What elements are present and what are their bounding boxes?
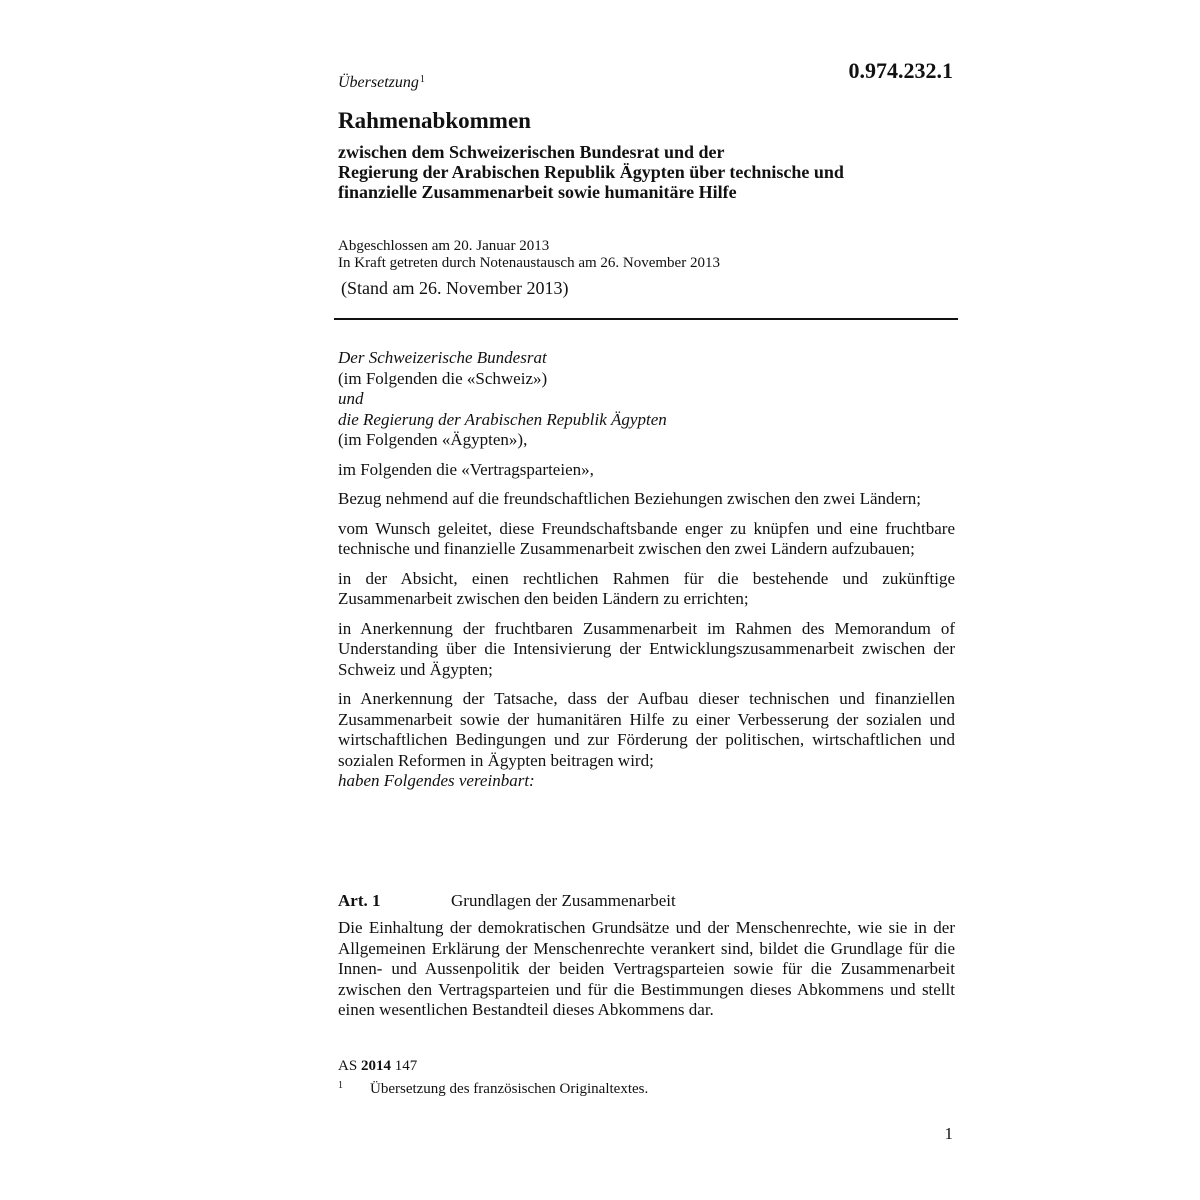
- party-1-note: (im Folgenden die «Schweiz»): [338, 368, 548, 388]
- sr-number: 0.974.232.1: [848, 58, 953, 83]
- party-2-note: (im Folgenden «Ägypten»),: [338, 430, 528, 449]
- subtitle-line: finanzielle Zusammenarbeit sowie humanitäre Hilfe: [338, 182, 737, 202]
- footnote-text: Übersetzung des französischen Originaltextes.: [370, 1081, 649, 1097]
- document-title: Rahmenabkommen: [338, 108, 531, 133]
- as-year: 2014: [360, 1058, 391, 1074]
- translation-label-text: Übersetzung: [338, 74, 419, 91]
- preamble-paragraph: in der Absicht, einen rechtlichen Rahmen für die bestehende und zukünftige Zusammenarbeit zwischen den beiden Ländern zu errichten;: [338, 568, 955, 608]
- as-reference: [338, 1058, 417, 1075]
- article-1-body: Die Einhaltung der demokratischen Grundsätze und der Menschenrechte, wie sie in der Allgemeinen Erklärung der Menschenrechte verankert sind, bildet die Grundlage für die Innen- und Aussenpolitik der beiden Vertragsparteien sowie für die Zusammenarbeit zwischen den Vertragsparteien und für die Bestimmungen dieses Abkommens und stellt einen wesentlichen Bestandteil dieses Abkommens dar.: [338, 918, 955, 1019]
- footnote-mark: 1: [338, 1080, 343, 1091]
- document-subtitle: [338, 142, 958, 202]
- preamble-paragraph: vom Wunsch geleitet, diese Freundschaftsbande enger zu knüpfen und eine fruchtbare technische und finanzielle Zusammenarbeit zwischen den zwei Ländern aufzubauen;: [338, 518, 955, 558]
- subtitle-line: Regierung der Arabischen Republik Ägypten über technische und: [338, 162, 844, 182]
- preamble-paragraph: Bezug nehmend auf die freundschaftlichen Beziehungen zwischen den zwei Ländern;: [338, 489, 921, 508]
- preamble-paragraph: in Anerkennung der Tatsache, dass der Aufbau dieser technischen und finanziellen Zusammenarbeit sowie der humanitären Hilfe zu einer Verbesserung der sozialen und wirtschaftlichen Bedingungen und zur Förderung der politischen, wirtschaftlichen und sozialen Reformen in Ägypten beitragen wird;: [338, 689, 955, 770]
- concluded-date: Abgeschlossen am 20. Januar 2013: [338, 238, 550, 254]
- translation-footnote-mark[interactable]: 1: [419, 74, 425, 85]
- status-date: (Stand am 26. November 2013): [341, 278, 569, 298]
- as-page: 147: [394, 1058, 418, 1074]
- subtitle-line: zwischen dem Schweizerischen Bundesrat und der: [338, 142, 725, 162]
- article-1-heading: [338, 891, 676, 911]
- page-number: 1: [944, 1124, 953, 1143]
- preamble-closing: haben Folgendes vereinbart:: [338, 771, 535, 790]
- footnote: [338, 1080, 648, 1098]
- preamble-paragraph: in Anerkennung der fruchtbaren Zusammenarbeit im Rahmen des Memorandum of Understanding über die Intensivierung der Entwicklungszusammenarbeit zwischen der Schweiz und Ägypten;: [338, 618, 955, 679]
- as-prefix: AS: [338, 1058, 358, 1074]
- header-divider: [334, 318, 958, 320]
- and-connector: und: [338, 389, 364, 408]
- in-force-date: In Kraft getreten durch Notenaustausch am 26. November 2013: [338, 255, 720, 271]
- party-1: Der Schweizerische Bundesrat: [338, 348, 547, 367]
- preamble-paragraph: im Folgenden die «Vertragsparteien»,: [338, 459, 594, 479]
- party-2: die Regierung der Arabischen Republik Ägypten: [338, 409, 667, 429]
- preamble: [338, 348, 955, 792]
- translation-label: [338, 74, 425, 92]
- date-block: [338, 238, 720, 272]
- article-1-title: Grundlagen der Zusammenarbeit: [451, 891, 676, 910]
- article-1-number: Art. 1: [338, 891, 381, 910]
